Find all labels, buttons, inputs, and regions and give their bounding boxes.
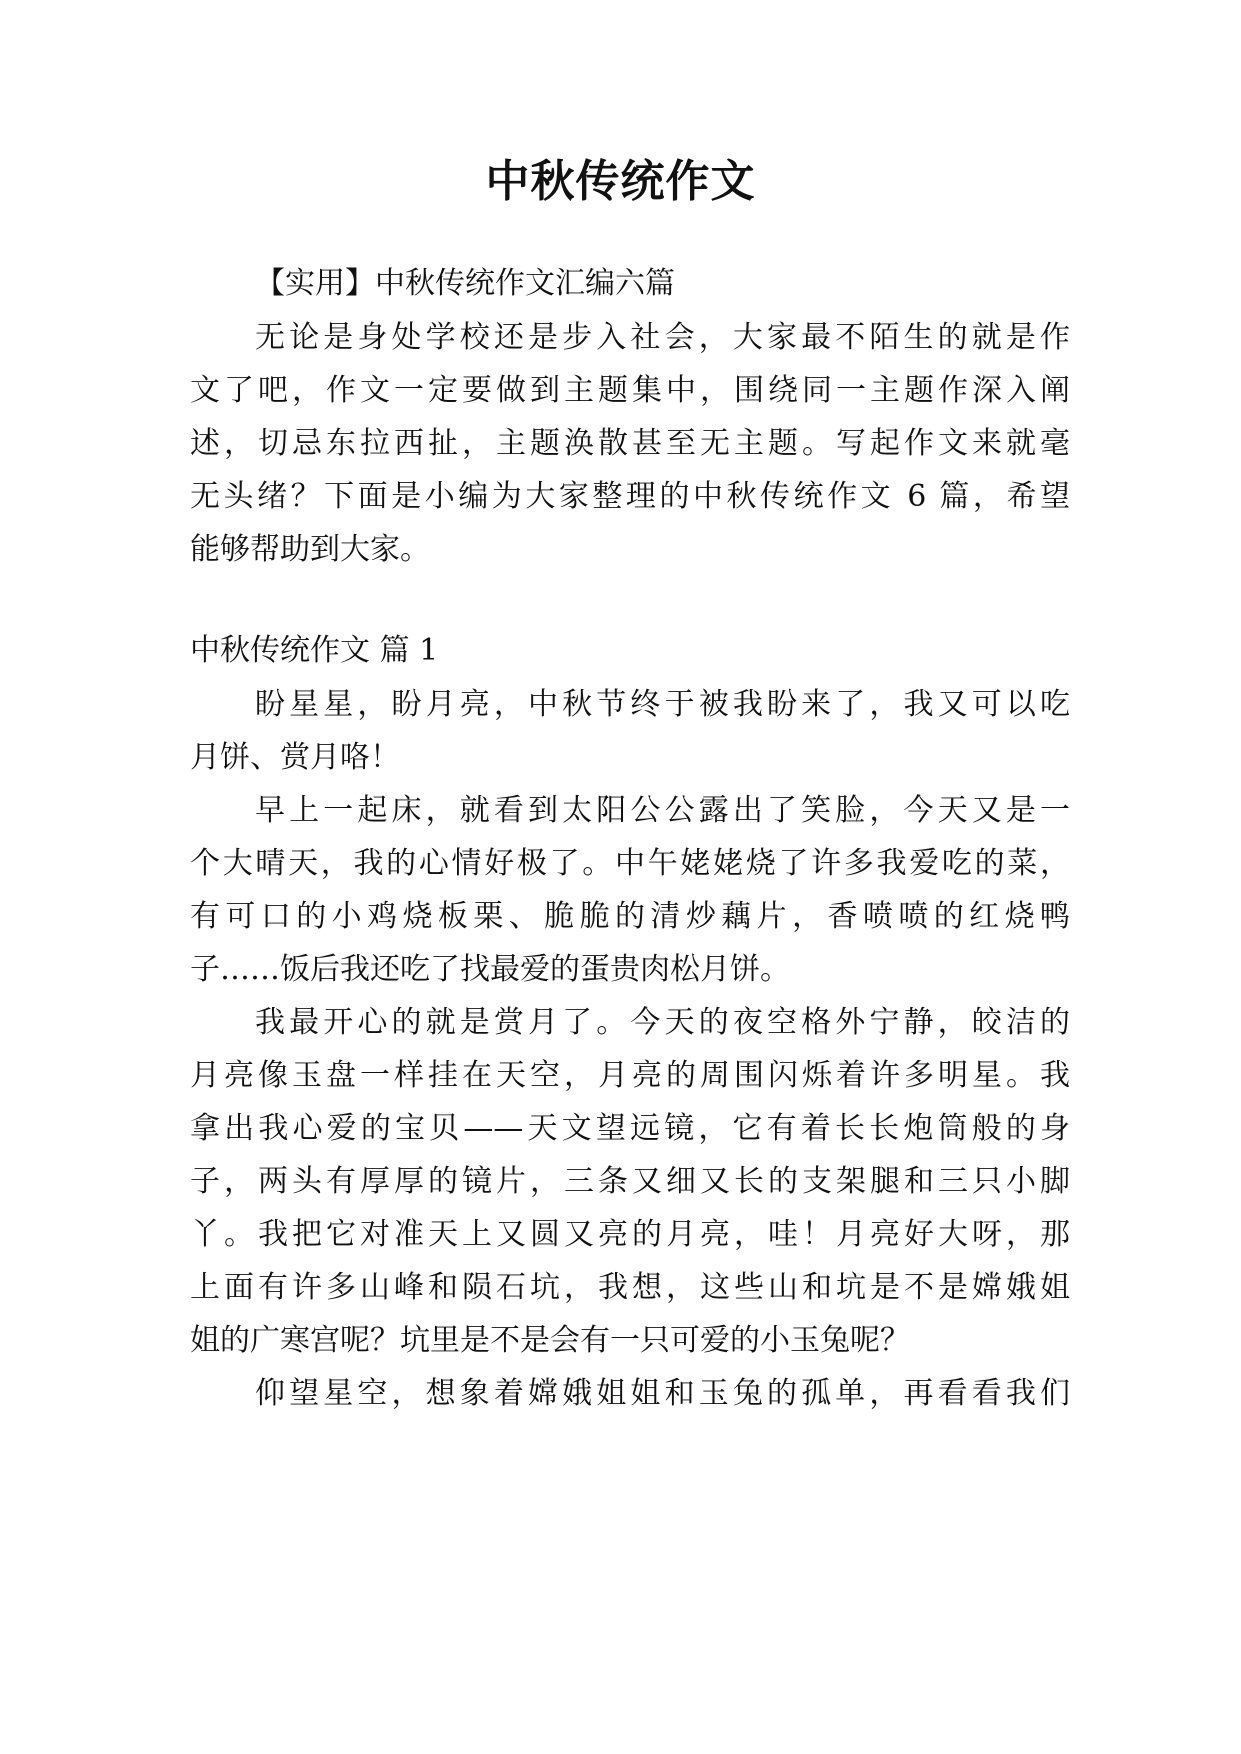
paragraph-line: 子，两头有厚厚的镜片，三条又细又长的支架腿和三只小脚 — [190, 1164, 1070, 1199]
paragraph-line: 早上一起床，就看到太阳公公露出了笑脸，今天又是一 — [255, 793, 1070, 828]
paragraph-line: 月亮像玉盘一样挂在天空，月亮的周围闪烁着许多明星。我 — [190, 1058, 1070, 1093]
intro-line: 能够帮助到大家。 — [190, 532, 430, 567]
paragraph-line: 子……饭后我还吃了找最爱的蛋贵肉松月饼。 — [190, 952, 790, 987]
intro-line: 无论是身处学校还是步入社会，大家最不陌生的就是作 — [255, 320, 1070, 355]
paragraph-line: 拿出我心爱的宝贝——天文望远镜，它有着长长炮筒般的身 — [190, 1111, 1070, 1146]
paragraph-line: 姐的广寒宫呢？坑里是不是会有一只可爱的小玉兔呢？ — [190, 1323, 910, 1358]
intro-line: 述，切忌东拉西扯，主题涣散甚至无主题。写起作文来就毫 — [190, 426, 1070, 461]
paragraph-line: 月饼、赏月咯！ — [190, 740, 400, 775]
paragraph-line: 有可口的小鸡烧板栗、脆脆的清炒藕片，香喷喷的红烧鸭 — [190, 899, 1070, 934]
intro-line: 文了吧，作文一定要做到主题集中，围绕同一主题作深入阐 — [190, 373, 1070, 408]
intro-line: 无头绪？下面是小编为大家整理的中秋传统作文 6 篇，希望 — [190, 479, 1070, 514]
section-heading: 中秋传统作文 篇 1 — [190, 633, 439, 668]
paragraph-line: 盼星星，盼月亮，中秋节终于被我盼来了，我又可以吃 — [255, 687, 1070, 722]
paragraph-line: 个大晴天，我的心情好极了。中午姥姥烧了许多我爱吃的菜， — [190, 846, 1070, 881]
paragraph-line: 上面有许多山峰和陨石坑，我想，这些山和坑是不是嫦娥姐 — [190, 1270, 1070, 1305]
paragraph-line: 我最开心的就是赏月了。今天的夜空格外宁静，皎洁的 — [255, 1005, 1070, 1040]
document-title: 中秋传统作文 — [485, 156, 756, 207]
document-subtitle: 【实用】中秋传统作文汇编六篇 — [255, 266, 675, 301]
paragraph-line: 丫。我把它对准天上又圆又亮的月亮，哇！月亮好大呀，那 — [190, 1217, 1070, 1252]
paragraph-line: 仰望星空，想象着嫦娥姐姐和玉兔的孤单，再看看我们 — [255, 1376, 1070, 1411]
